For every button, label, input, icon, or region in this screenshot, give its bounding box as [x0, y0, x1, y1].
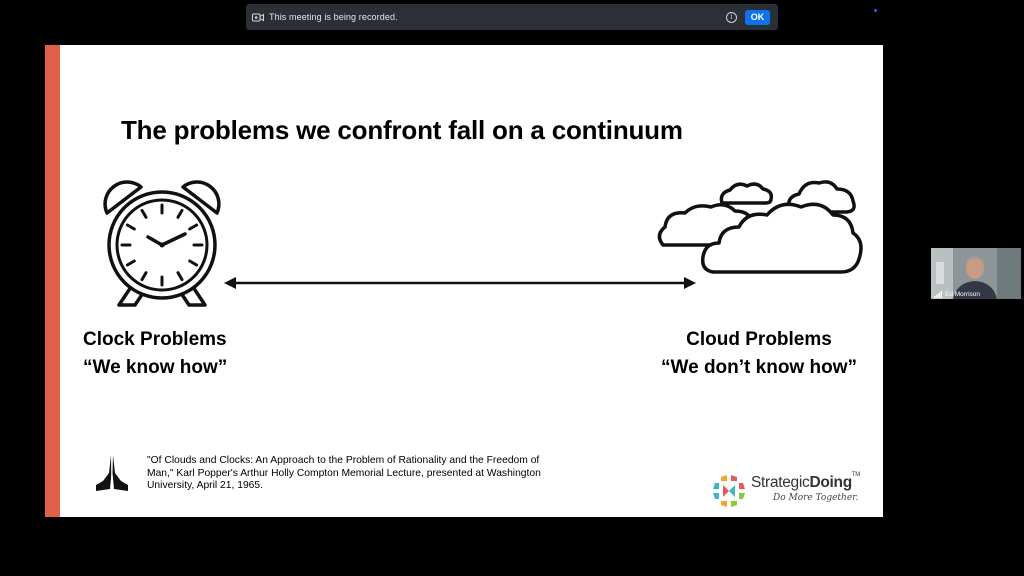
slide-accent-bar — [45, 45, 60, 517]
double-headed-arrow-icon — [220, 273, 700, 293]
citation-text: "Of Clouds and Clocks: An Approach to the Problem of Rationality and the Freedom of Man," Karl Popper's Arthur Holly Compton Memorial Lecture, presented at Washington University, April 21, 1965. — [147, 455, 541, 491]
clouds-icon — [655, 175, 865, 277]
ok-button[interactable]: OK — [745, 10, 770, 25]
alarm-clock-icon — [101, 179, 223, 309]
recording-message: This meeting is being recorded. — [269, 12, 398, 22]
logo-mark-icon — [711, 473, 747, 509]
slide-title: The problems we confront fall on a continuum — [121, 115, 683, 145]
presentation-slide — [45, 45, 883, 517]
cloud-problems-title: Cloud Problems — [686, 329, 832, 350]
recording-banner — [246, 4, 778, 30]
logo-name-bold: Doing — [809, 474, 852, 491]
participant-video-tile[interactable] — [931, 248, 1021, 299]
praying-hands-icon — [94, 453, 130, 493]
logo-tagline: Do More Together. — [773, 493, 859, 503]
logo-name-regular: Strategic — [751, 474, 810, 491]
signal-strength-icon — [934, 291, 942, 298]
participant-name-label — [934, 291, 980, 298]
info-icon[interactable]: i — [726, 12, 737, 23]
clock-problems-label — [83, 326, 227, 382]
logo-wordmark — [751, 474, 860, 492]
cloud-problems-subtitle: “We don’t know how” — [661, 357, 857, 378]
logo-trademark: TM — [851, 472, 860, 478]
cloud-problems-label — [648, 326, 870, 382]
recording-camera-icon — [252, 12, 264, 22]
clock-problems-title: Clock Problems — [83, 329, 227, 350]
strategic-doing-logo — [709, 470, 879, 510]
clock-problems-subtitle: “We know how” — [83, 357, 228, 378]
participant-name: Ed Morrison — [945, 291, 981, 298]
status-dot — [874, 9, 877, 12]
